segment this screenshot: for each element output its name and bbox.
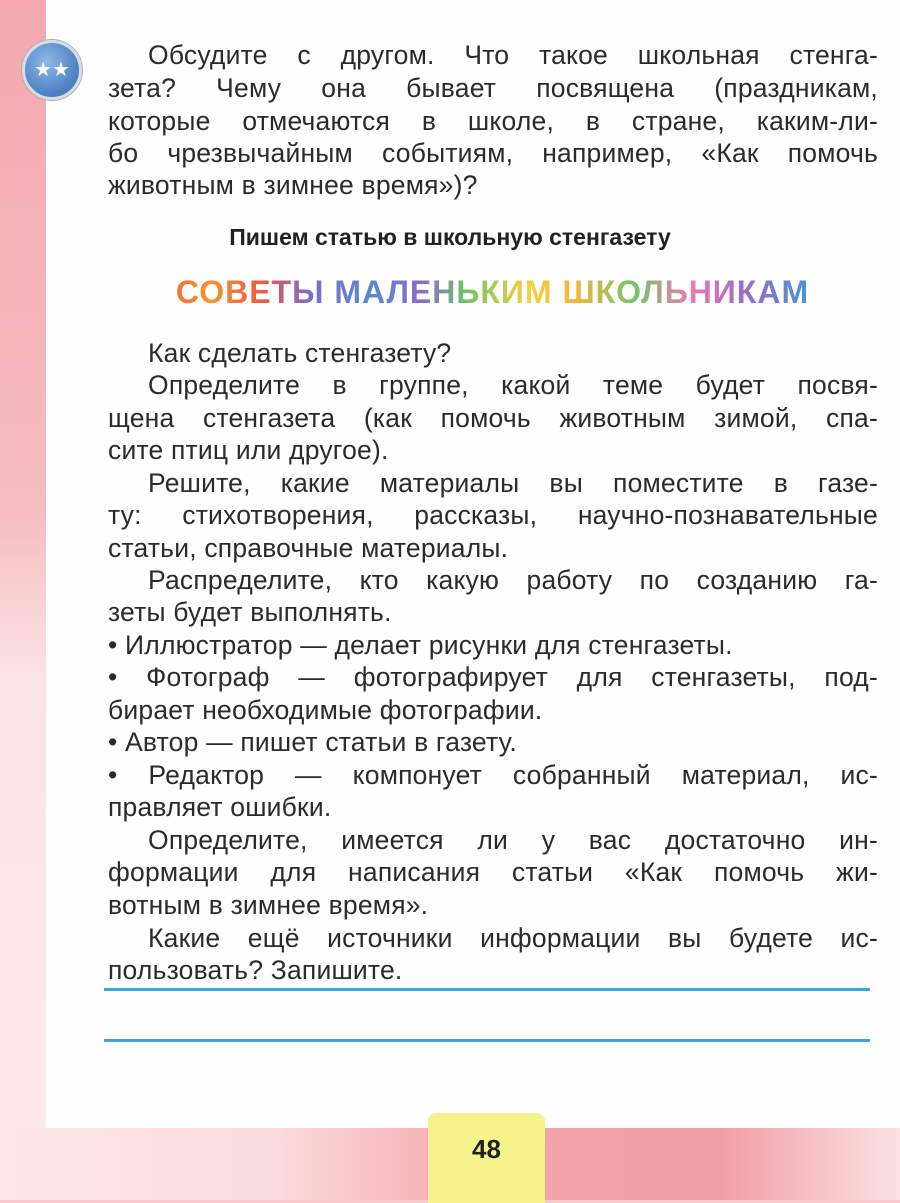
- text-line: Обсудите с другом. Что такое школьная стенга-: [148, 40, 878, 70]
- list-item: • Автор — пишет статьи в газету.: [108, 727, 517, 757]
- two-stars-icon: ★★: [22, 40, 82, 100]
- text-line: правляет ошибки.: [108, 792, 332, 822]
- text-line: зета? Чему она бывает посвящена (праздникам,: [108, 73, 878, 103]
- text-line: ту: стихотворения, рассказы, научно-познавательные: [108, 500, 878, 530]
- text-line: зеты будет выполнять.: [108, 597, 392, 627]
- rainbow-title: СОВЕТЫ МАЛЕНЬКИМ ШКОЛЬНИКАМ: [140, 274, 845, 311]
- text-line: вотным в зимнее время».: [108, 890, 429, 920]
- text-line: пользовать? Запишите.: [108, 955, 403, 985]
- text-line: бо чрезвычайным событиям, например, «Как помочь: [108, 138, 878, 168]
- text-line: Какие ещё источники информации вы будете ис-: [148, 923, 878, 953]
- text-line: Определите в группе, какой теме будет посвя-: [148, 370, 878, 400]
- text-line: щена стенгазета (как помочь животным зимой, спа-: [108, 403, 878, 433]
- text-line: Решите, какие материалы вы поместите в газе-: [148, 468, 878, 498]
- list-item: • Редактор — компонует собранный материал, ис-: [108, 760, 878, 790]
- page-number: 48: [428, 1113, 545, 1203]
- text-line: сите птиц или другое).: [108, 435, 389, 465]
- text-line: формации для написания статьи «Как помочь жи-: [108, 857, 878, 887]
- list-item: • Фотограф — фотографирует для стенгазеты, под-: [108, 662, 878, 692]
- answer-line-1[interactable]: [104, 988, 870, 991]
- text-line: Распределите, кто какую работу по созданию га-: [148, 565, 878, 595]
- text-line: Определите, имеется ли у вас достаточно ин-: [148, 825, 878, 855]
- text-line: животным в зимнее время»)?: [108, 170, 478, 200]
- text-line: статьи, справочные материалы.: [108, 533, 509, 563]
- answer-line-2[interactable]: [104, 1039, 870, 1042]
- text-line: которые отмечаются в школе, в стране, каким-ли-: [108, 106, 878, 136]
- text-line: бирает необходимые фотографии.: [108, 695, 543, 725]
- left-margin-decoration: [0, 0, 46, 1130]
- list-item: • Иллюстратор — делает рисунки для стенгазеты.: [108, 630, 733, 660]
- section-heading: Пишем статью в школьную стенгазету: [229, 224, 671, 250]
- text-line: Как сделать стенгазету?: [148, 338, 452, 368]
